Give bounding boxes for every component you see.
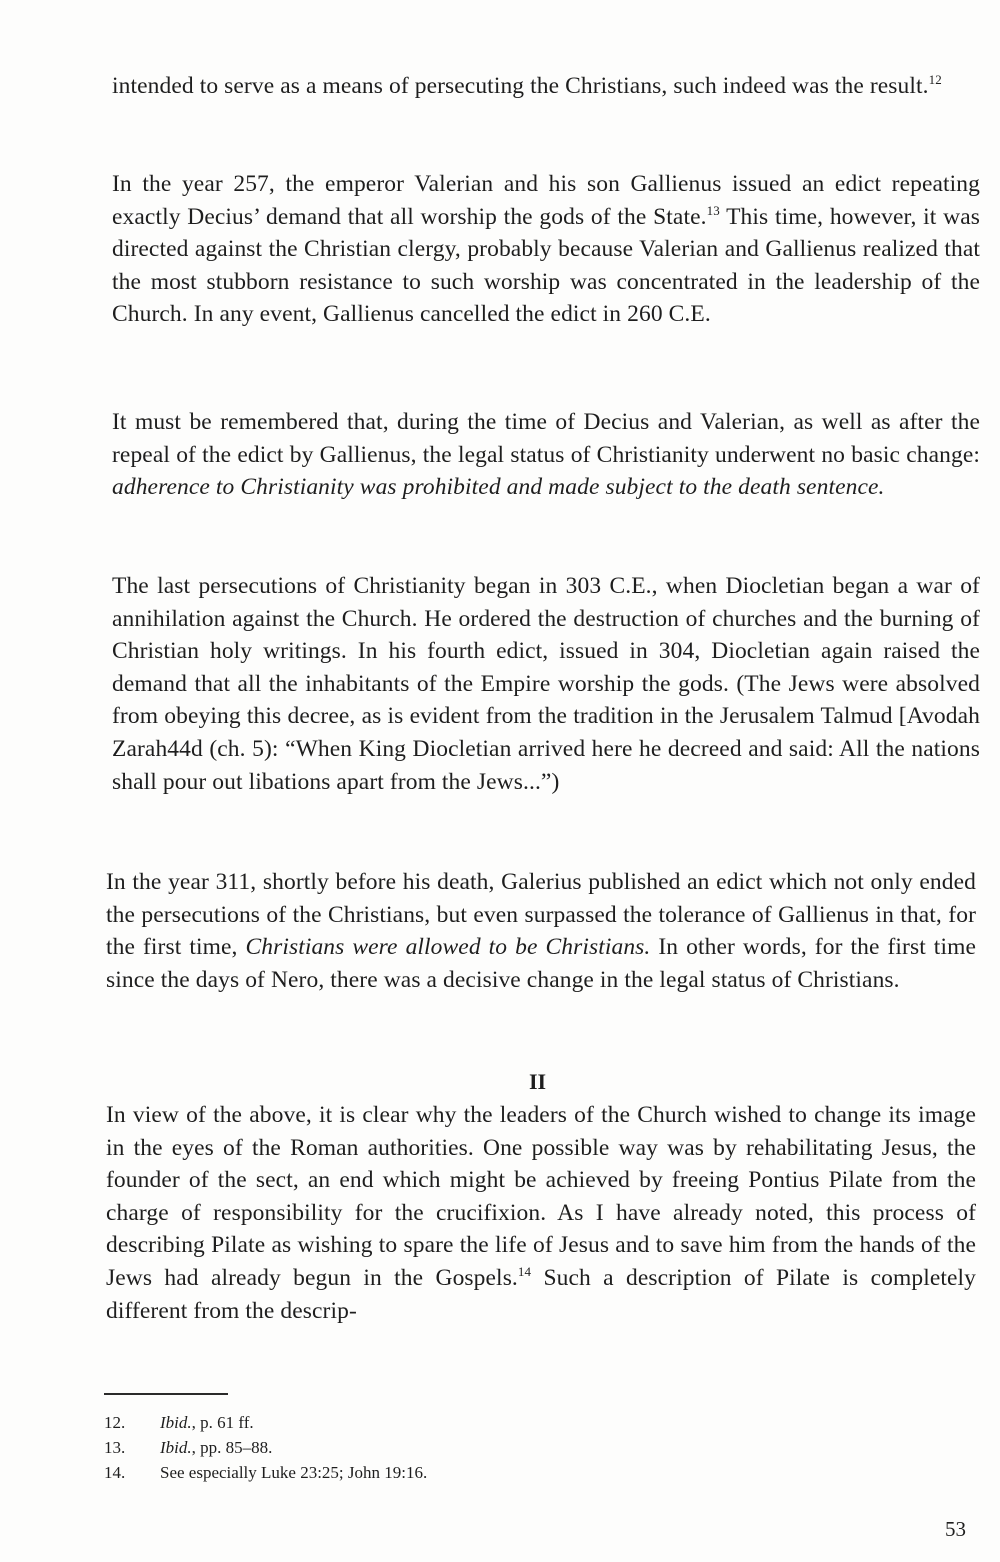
footnote-14 <box>104 1460 704 1485</box>
paragraph-continuation <box>112 70 980 103</box>
footnote-detail: , pp. 85–88. <box>191 1438 273 1457</box>
page-number: 53 <box>945 1517 966 1541</box>
footnote-number: 14. <box>104 1463 126 1482</box>
paragraph-text: In view of the above, it is clear why the leaders of the Church wished to change its image in the eyes of the Roman authorities. One possible way was by rehabilitating Jesus, the founder of the sect, an end which might be achieved by freeing Pontius Pilate from the charge of responsibility for the crucifixion. As I have already noted, this process of describing Pilate as wishing to spare the life of Jesus and to save him from the hands of the Jews had already begun in the Gospels. <box>106 1102 976 1291</box>
paragraph-legal-status <box>112 406 980 504</box>
footnote-detail: See especially Luke 23:25; John 19:16. <box>160 1463 428 1482</box>
footnote-12 <box>104 1410 704 1435</box>
footnotes <box>104 1410 704 1485</box>
footnote-divider <box>104 1393 228 1395</box>
footnote-text <box>160 1410 254 1435</box>
footnote-number: 13. <box>104 1438 126 1457</box>
paragraph-text: This time, however, it was directed against the Christian clergy, probably because Valerian and Gallienus realized that the most stubborn resistance to such worship was concentrated in the leadership of the Church. In any event, Gallienus cancelled the edict in 260 C.E. <box>112 203 980 328</box>
emphasis-text: Christians were allowed to be Christians. <box>245 934 651 961</box>
paragraph-text: It must be remembered that, during the time of Decius and Valerian, as well as after the repeal of the edict by Gallienus, the legal status of Christianity underwent no basic change: <box>112 409 980 468</box>
paragraph-galerius <box>106 866 976 996</box>
paragraph-text: In the year 257, the emperor Valerian and his son Gallienus issued an edict repeating exactly Decius’ demand that all worship the gods of the State. <box>112 171 980 230</box>
footnote-ref-title: Ibid. <box>160 1438 192 1457</box>
emphasis-text: adherence to Christianity was prohibited and made subject to the death sentence. <box>112 474 885 501</box>
paragraph-valerian-edict <box>112 168 980 331</box>
paragraph-text: In other words, for the first time since the days of Nero, there was a decisive change in the legal status of Christians. <box>106 934 976 993</box>
footnote-text <box>160 1435 272 1460</box>
paragraph-diocletian <box>112 570 980 798</box>
footnote-13 <box>104 1435 704 1460</box>
footnote-detail: , p. 61 ff. <box>191 1413 254 1432</box>
footnote-ref-12[interactable]: 12 <box>928 72 942 87</box>
footnote-ref-13[interactable]: 13 <box>706 202 720 218</box>
section-heading: II <box>528 1069 547 1094</box>
paragraph-church-image <box>106 1099 976 1327</box>
footnote-number: 12. <box>104 1413 126 1432</box>
paragraph-text: In the year 311, shortly before his death, Galerius published an edict which not only ended the persecutions of the Christians, but even surpassed the tolerance of Gallienus in that, for the first time, <box>106 869 976 961</box>
footnote-ref-14[interactable]: 14 <box>517 1263 532 1279</box>
paragraph-text: The last persecutions of Christianity began in 303 C.E., when Diocletian began a war of annihilation against the Church. He ordered the destruction of churches and the burning of Christian holy writings. In his fourth edict, issued in 304, Diocletian again raised the demand that all the inhabitants of the Empire worship the gods. (The Jews were absolved from obeying this decree, as is evident from the tradition in the Jerusalem Talmud [Avodah Zarah44d (ch. 5): “When King Diocletian arrived here he decreed and said: All the nations shall pour out libations apart from the Jews...”) <box>112 573 980 795</box>
paragraph-text: Such a description of Pilate is completely different from the descrip- <box>106 1264 976 1324</box>
footnote-ref-title: Ibid. <box>160 1413 192 1432</box>
footnote-text <box>160 1460 427 1485</box>
paragraph-text: intended to serve as a means of persecuting the Christians, such indeed was the result. <box>112 73 929 99</box>
